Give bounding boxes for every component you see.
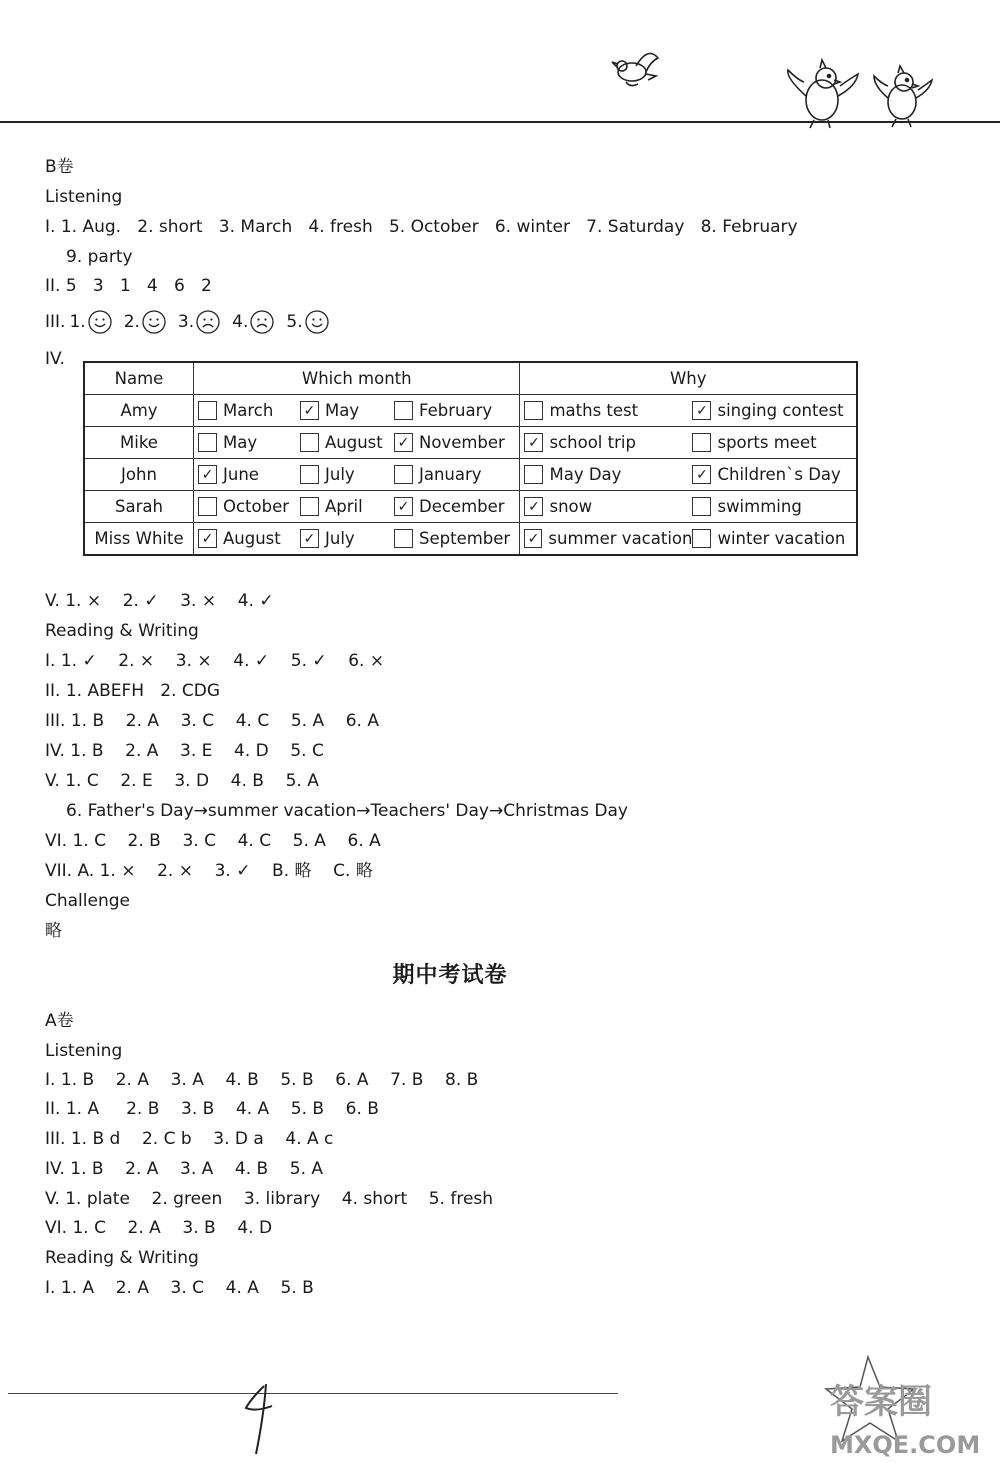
option-label: June bbox=[223, 465, 259, 484]
answer-line: 9. party bbox=[66, 247, 133, 267]
section-title: B卷 bbox=[45, 157, 74, 177]
checked-box-icon: ✓ bbox=[524, 529, 542, 548]
table-row bbox=[84, 523, 857, 556]
option-label: September bbox=[419, 529, 511, 548]
top-rule bbox=[0, 121, 1000, 123]
checkbox-icon bbox=[300, 497, 319, 516]
checkbox-option bbox=[394, 529, 514, 548]
watermark-logo bbox=[800, 1355, 1000, 1463]
reading-heading: Reading & Writing bbox=[45, 1248, 199, 1268]
answer-line: I. 1. B 2. A 3. A 4. B 5. B 6. A 7. B 8. B bbox=[45, 1070, 479, 1090]
option-label: July bbox=[325, 465, 355, 484]
checkbox-icon bbox=[300, 465, 319, 484]
face-answer-row bbox=[45, 310, 341, 334]
checkbox-icon bbox=[198, 433, 217, 452]
sad-face-icon bbox=[250, 310, 274, 334]
sad-face-icon bbox=[196, 310, 220, 334]
watermark-url: MXQE.COM bbox=[830, 1431, 981, 1459]
column-header: Why bbox=[520, 362, 857, 395]
name-cell: John bbox=[84, 459, 194, 491]
option-label: May bbox=[325, 401, 360, 420]
option-label: May Day bbox=[549, 465, 622, 484]
reason-cell bbox=[520, 459, 857, 491]
option-label: school trip bbox=[549, 433, 636, 452]
option-label: December bbox=[419, 497, 505, 516]
checkbox-icon bbox=[524, 401, 543, 420]
name-cell: Mike bbox=[84, 427, 194, 459]
table-row bbox=[84, 395, 857, 427]
checked-box-icon: ✓ bbox=[198, 465, 217, 484]
answer-number: 1. bbox=[69, 312, 86, 332]
checkbox-icon bbox=[394, 401, 413, 420]
reason-cell bbox=[520, 395, 857, 427]
reading-heading: Reading & Writing bbox=[45, 621, 199, 641]
reason-cell bbox=[520, 491, 857, 523]
month-cell bbox=[194, 523, 520, 556]
option-label: February bbox=[419, 401, 493, 420]
checkbox-option bbox=[198, 497, 300, 516]
checkbox-option bbox=[300, 465, 394, 484]
answer-line: VI. 1. C 2. A 3. B 4. D bbox=[45, 1218, 273, 1238]
happy-face-icon bbox=[305, 310, 329, 334]
option-label: July bbox=[325, 529, 355, 548]
checkbox-option bbox=[394, 497, 514, 516]
reason-cell bbox=[520, 523, 857, 556]
checked-box-icon: ✓ bbox=[198, 529, 217, 548]
listening-heading: Listening bbox=[45, 1041, 123, 1061]
option-label: August bbox=[223, 529, 281, 548]
answer-line: IV. 1. B 2. A 3. A 4. B 5. A bbox=[45, 1159, 324, 1179]
option-label: swimming bbox=[717, 497, 802, 516]
checkbox-icon bbox=[300, 433, 319, 452]
answer-line: III. 1. B d 2. C b 3. D a 4. A c bbox=[45, 1129, 334, 1149]
checkbox-option bbox=[394, 465, 514, 484]
checked-box-icon: ✓ bbox=[394, 433, 413, 452]
checkbox-option bbox=[198, 465, 300, 484]
option-label: March bbox=[223, 401, 274, 420]
checked-box-icon: ✓ bbox=[300, 401, 319, 420]
answer-line: V. 1. C 2. E 3. D 4. B 5. A bbox=[45, 771, 319, 791]
checkbox-option bbox=[198, 433, 300, 452]
checkbox-option bbox=[524, 465, 692, 484]
checkbox-icon bbox=[692, 497, 711, 516]
answer-number: 3. bbox=[177, 312, 195, 332]
option-label: sports meet bbox=[717, 433, 817, 452]
table-row bbox=[84, 459, 857, 491]
checked-box-icon: ✓ bbox=[394, 497, 413, 516]
checkbox-icon bbox=[394, 529, 413, 548]
checkbox-option bbox=[692, 465, 850, 484]
answer-line: I. 1. A 2. A 3. C 4. A 5. B bbox=[45, 1278, 314, 1298]
option-label: summer vacation bbox=[548, 529, 693, 548]
section-title: A卷 bbox=[45, 1011, 74, 1031]
answer-line: II. 1. A 2. B 3. B 4. A 5. B 6. B bbox=[45, 1099, 379, 1119]
option-label: November bbox=[419, 433, 505, 452]
bottom-rule bbox=[8, 1393, 618, 1394]
happy-face-icon bbox=[88, 310, 112, 334]
checkbox-option bbox=[524, 401, 692, 420]
checkbox-option bbox=[300, 401, 394, 420]
answer-line: VII. A. 1. × 2. × 3. ✓ B. 略 C. 略 bbox=[45, 861, 373, 881]
answer-line: I. 1. Aug. 2. short 3. March 4. fresh 5. October 6. winter 7. Saturday 8. February bbox=[45, 217, 798, 237]
name-cell: Amy bbox=[84, 395, 194, 427]
table-header-row bbox=[84, 362, 857, 395]
option-label: August bbox=[325, 433, 383, 452]
answer-number: 2. bbox=[123, 312, 140, 332]
answer-line: II. 5 3 1 4 6 2 bbox=[45, 276, 212, 296]
checkbox-option bbox=[394, 401, 514, 420]
page-number-text: 4 bbox=[240, 1380, 241, 1381]
checked-box-icon: ✓ bbox=[692, 465, 711, 484]
answer-number: 5. bbox=[286, 312, 303, 332]
checkbox-option bbox=[394, 433, 514, 452]
answer-line: III. 1. B 2. A 3. C 4. C 5. A 6. A bbox=[45, 711, 379, 731]
question-label: III. bbox=[45, 312, 66, 332]
name-cell: Miss White bbox=[84, 523, 194, 556]
checkbox-option bbox=[198, 401, 300, 420]
flying-bird-icon bbox=[612, 54, 658, 86]
option-label: singing contest bbox=[717, 401, 844, 420]
checkbox-option bbox=[692, 529, 850, 548]
checked-box-icon: ✓ bbox=[692, 401, 711, 420]
checkbox-option bbox=[692, 401, 850, 420]
month-cell bbox=[194, 395, 520, 427]
checked-box-icon: ✓ bbox=[300, 529, 319, 548]
answer-line: VI. 1. C 2. B 3. C 4. C 5. A 6. A bbox=[45, 831, 381, 851]
checked-box-icon: ✓ bbox=[524, 433, 543, 452]
checked-box-icon: ✓ bbox=[524, 497, 543, 516]
listening-heading: Listening bbox=[45, 187, 123, 207]
answer-line: II. 1. ABEFH 2. CDG bbox=[45, 681, 221, 701]
checkbox-option bbox=[300, 433, 394, 452]
option-label: January bbox=[419, 465, 482, 484]
option-label: October bbox=[223, 497, 290, 516]
checkbox-option bbox=[524, 497, 692, 516]
name-cell: Sarah bbox=[84, 491, 194, 523]
answer-line: I. 1. ✓ 2. × 3. × 4. ✓ 5. ✓ 6. × bbox=[45, 651, 385, 671]
checkbox-option bbox=[524, 529, 692, 548]
reason-cell bbox=[520, 427, 857, 459]
answer-line: V. 1. × 2. ✓ 3. × 4. ✓ bbox=[45, 591, 274, 611]
table-row bbox=[84, 491, 857, 523]
option-label: snow bbox=[549, 497, 593, 516]
checkbox-icon bbox=[692, 529, 711, 548]
checkbox-icon bbox=[524, 465, 543, 484]
midterm-title: 期中考试卷 bbox=[392, 962, 508, 988]
month-cell bbox=[194, 491, 520, 523]
option-label: April bbox=[325, 497, 363, 516]
sitting-bird-icon bbox=[874, 66, 932, 127]
option-label: Children`s Day bbox=[717, 465, 841, 484]
watermark-text: 答案圈 bbox=[830, 1382, 932, 1422]
sitting-bird-icon bbox=[788, 60, 858, 128]
checkbox-icon bbox=[198, 497, 217, 516]
answer-line: 略 bbox=[45, 921, 62, 941]
table-row bbox=[84, 427, 857, 459]
checkbox-option bbox=[692, 497, 850, 516]
question-label: IV. bbox=[45, 349, 65, 369]
month-cell bbox=[194, 459, 520, 491]
option-label: maths test bbox=[549, 401, 639, 420]
answer-line: IV. 1. B 2. A 3. E 4. D 5. C bbox=[45, 741, 324, 761]
checkbox-option bbox=[524, 433, 692, 452]
checkbox-option bbox=[300, 497, 394, 516]
answer-line: 6. Father's Day→summer vacation→Teachers' Day→Christmas Day bbox=[66, 801, 628, 821]
answer-table bbox=[83, 361, 858, 556]
answer-number: 4. bbox=[232, 312, 249, 332]
column-header: Name bbox=[84, 362, 194, 395]
bird-illustrations bbox=[600, 40, 940, 132]
checkbox-option bbox=[300, 529, 394, 548]
checkbox-icon bbox=[692, 433, 711, 452]
checkbox-icon bbox=[198, 401, 217, 420]
month-cell bbox=[194, 427, 520, 459]
option-label: winter vacation bbox=[717, 529, 846, 548]
checkbox-option bbox=[692, 433, 850, 452]
happy-face-icon bbox=[142, 310, 166, 334]
checkbox-option bbox=[198, 529, 300, 548]
option-label: May bbox=[223, 433, 258, 452]
column-header: Which month bbox=[194, 362, 520, 395]
checkbox-icon bbox=[394, 465, 413, 484]
page-number bbox=[240, 1380, 284, 1460]
challenge-heading: Challenge bbox=[45, 891, 130, 911]
answer-line: V. 1. plate 2. green 3. library 4. short 5. fresh bbox=[45, 1189, 494, 1209]
